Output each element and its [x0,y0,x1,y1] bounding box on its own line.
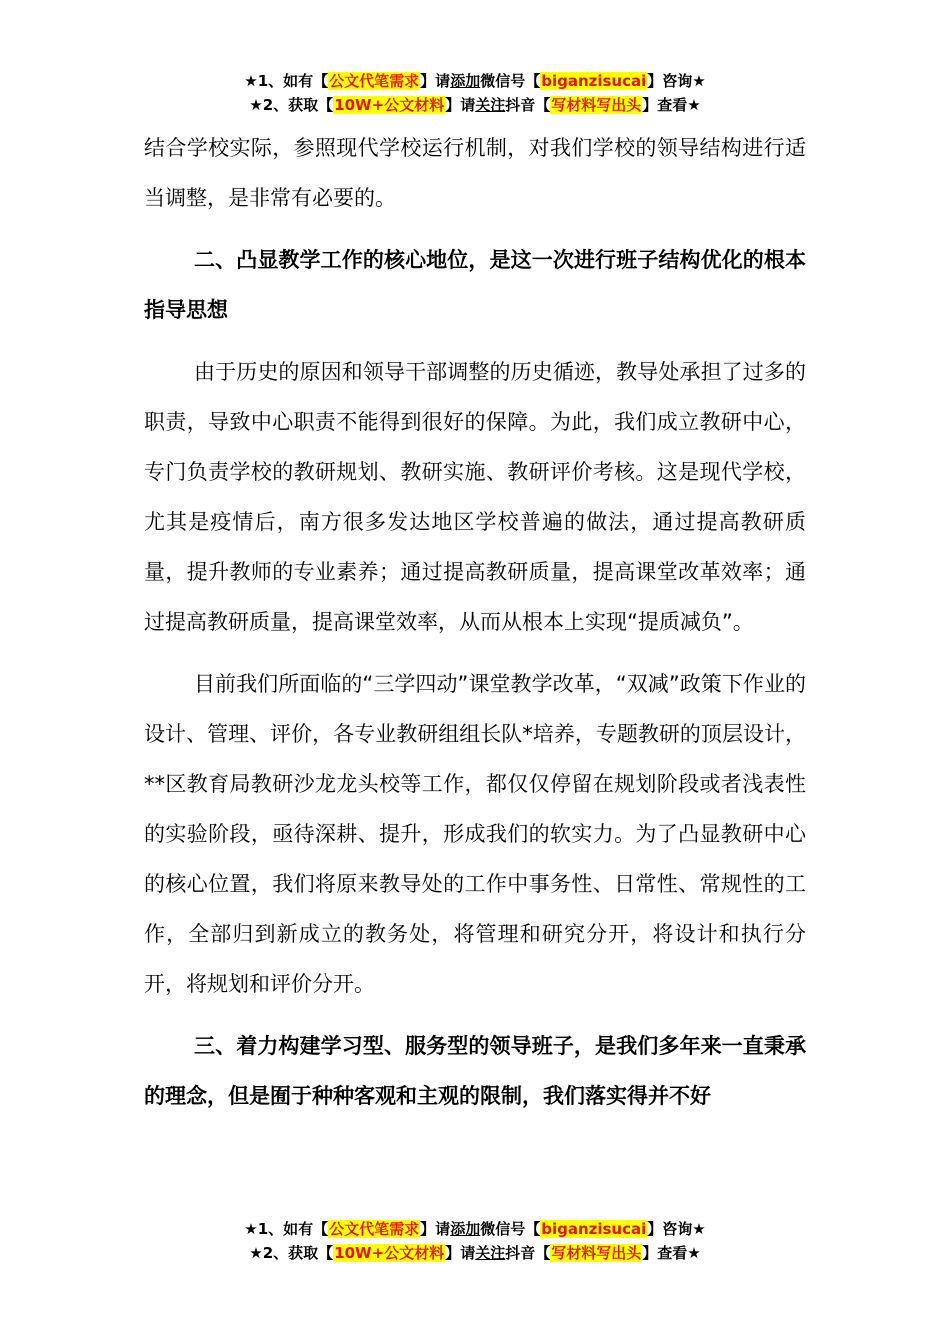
banner-underlined: 关注 [475,1244,506,1262]
banner-highlight: 10W+公文材料 [334,1244,445,1262]
banner-underlined: 添加 [450,1220,481,1238]
banner-text: 】请 [420,72,451,90]
footer-banner [0,1217,950,1265]
banner-text: 】查看★ [642,1244,701,1262]
banner-highlight: 10W+公文材料 [334,96,445,114]
banner-text: 】咨询★ [647,72,706,90]
banner-text: 】请 [420,1220,451,1238]
document-body [144,123,806,1121]
paragraph: 由于历史的原因和领导干部调整的历史循迹，教导处承担了过多的职责，导致中心职责不能得到很好的保障。为此，我们成立教研中心，专门负责学校的教研规划、教研实施、教研评价考核。这是现代学校，尤其是疫情后，南方很多发达地区学校普遍的做法，通过提高教研质量，提升教师的专业素养；通过提高教研质量，提高课堂改革效率；通过提高教研质量，提高课堂效率，从而从根本上实现“提质减负”。 [144,360,806,634]
section-heading-3: 三、着力构建学习型、服务型的领导班子，是我们多年来一直秉承的理念，但是囿于种种客观和主观的限制，我们落实得并不好 [144,1034,806,1108]
banner-highlight: 写材料写出头 [551,1244,642,1262]
banner-text: ★2、获取【 [249,1244,334,1262]
banner-highlight: 公文代笔需求 [329,1220,420,1238]
banner-text: ★1、如有【 [244,1220,329,1238]
banner-text: 】咨询★ [647,1220,706,1238]
banner-text: 微信号【 [480,72,541,90]
banner-text: 微信号【 [480,1220,541,1238]
banner-text: ★2、获取【 [249,96,334,114]
banner-text: 】查看★ [642,96,701,114]
banner-highlight: biganzisucai [541,1220,647,1238]
banner-line-2 [0,1241,950,1265]
banner-underlined: 关注 [475,96,506,114]
banner-highlight: 公文代笔需求 [329,72,420,90]
paragraph-continued: 结合学校实际，参照现代学校运行机制，对我们学校的领导结构进行适当调整，是非常有必要的。 [144,136,806,210]
banner-line-1 [0,1217,950,1241]
banner-highlight: biganzisucai [541,72,647,90]
banner-highlight: 写材料写出头 [551,96,642,114]
banner-text: 】请 [445,96,476,114]
banner-line-2 [0,93,950,117]
banner-text: ★1、如有【 [244,72,329,90]
banner-text: 】请 [445,1244,476,1262]
banner-underlined: 添加 [450,72,481,90]
paragraph: 目前我们所面临的“三学四动”课堂教学改革，“双减”政策下作业的设计、管理、评价，各专业教研组组长队*培养，专题教研的顶层设计，**区教育局教研沙龙龙头校等工作，都仅仅停留在规划阶段或者浅表性的实验阶段，亟待深耕、提升，形成我们的软实力。为了凸显教研中心的核心位置，我们将原来教导处的工作中事务性、日常性、常规性的工作，全部归到新成立的教务处，将管理和研究分开，将设计和执行分开，将规划和评价分开。 [144,672,806,996]
section-heading-2: 二、凸显教学工作的核心地位，是这一次进行班子结构优化的根本指导思想 [144,248,806,322]
header-banner [0,69,950,117]
banner-text: 抖音【 [505,96,551,114]
banner-line-1 [0,69,950,93]
banner-text: 抖音【 [505,1244,551,1262]
